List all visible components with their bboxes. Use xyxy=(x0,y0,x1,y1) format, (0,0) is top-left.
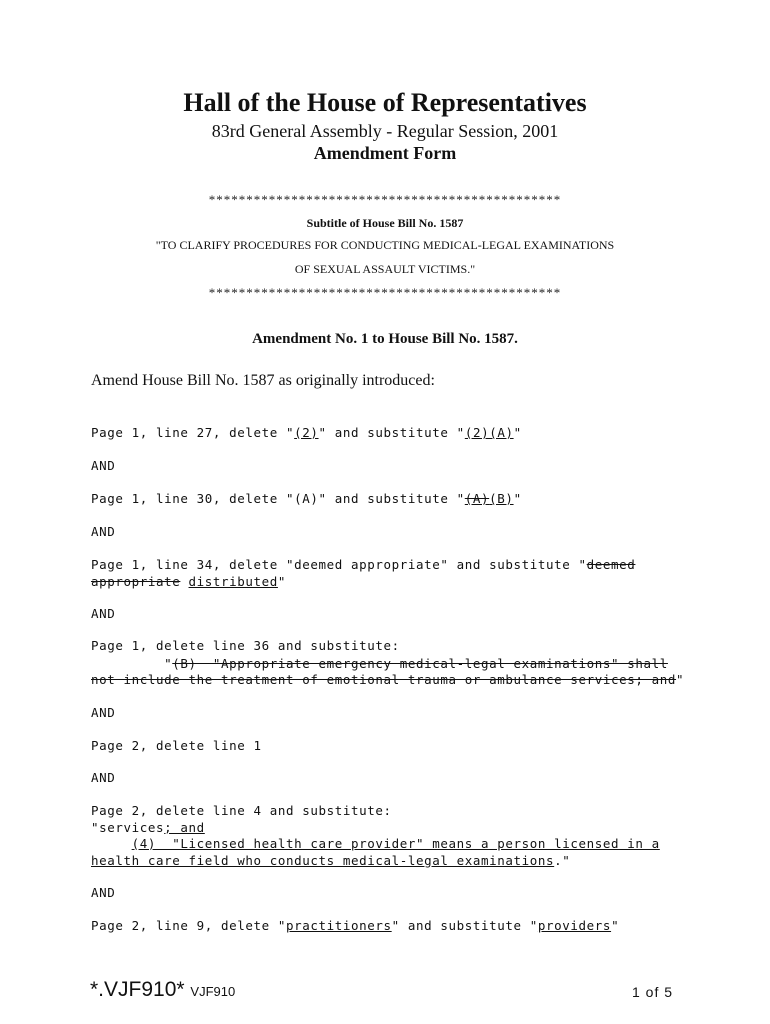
amendment-line xyxy=(91,425,522,440)
text: "services xyxy=(91,820,165,835)
text: " and substitute " xyxy=(318,425,465,440)
inserted-text: health care field who conducts medical-legal examinations xyxy=(91,853,555,868)
amendment-line xyxy=(91,557,635,572)
amendment-line xyxy=(91,672,684,687)
and-separator: AND xyxy=(91,458,116,473)
amendment-heading: Amendment No. 1 to House Bill No. 1587. xyxy=(252,331,518,347)
inserted-text: distributed xyxy=(188,574,278,589)
amendment-line xyxy=(91,820,205,835)
amendment-line xyxy=(91,918,619,933)
and-separator: AND xyxy=(91,524,116,539)
and-separator: AND xyxy=(91,606,116,621)
inserted-text: (B) xyxy=(489,491,514,506)
deleted-text: not include the treatment of emotional trauma or ambulance services; and xyxy=(91,672,677,687)
text: Page 1, line 34, delete "deemed appropriate" and substitute " xyxy=(91,557,587,572)
subtitle-text-line1: "TO CLARIFY PROCEDURES FOR CONDUCTING MEDICAL-LEGAL EXAMINATIONS xyxy=(155,238,615,252)
text: Page 1, line 30, delete "(A)" and substitute " xyxy=(91,491,465,506)
document-code: VJF910 xyxy=(190,984,236,999)
text: " xyxy=(611,918,620,933)
amendment-line: Page 2, delete line 1 xyxy=(91,738,262,753)
deleted-text: deemed xyxy=(586,557,636,572)
barcode-text: *.VJF910* xyxy=(90,978,185,1001)
and-separator: AND xyxy=(91,885,116,900)
inserted-text: (4) "Licensed health care provider" means a person licensed in a xyxy=(131,836,660,851)
amendment-line: Page 1, delete line 36 and substitute: xyxy=(91,638,400,653)
inserted-text: (2) xyxy=(294,425,319,440)
page-title: Hall of the House of Representatives xyxy=(183,88,587,117)
inserted-text: providers xyxy=(537,918,612,933)
amendment-line xyxy=(91,853,570,868)
inserted-text: practitioners xyxy=(286,918,392,933)
form-name: Amendment Form xyxy=(313,143,457,163)
text: " xyxy=(91,656,173,671)
inserted-text: ; and xyxy=(164,820,205,835)
text xyxy=(91,836,132,851)
text: ." xyxy=(554,853,571,868)
subtitle-text-line2: OF SEXUAL ASSAULT VICTIMS." xyxy=(294,262,476,276)
text: " xyxy=(513,425,522,440)
and-separator: AND xyxy=(91,705,116,720)
amendment-line xyxy=(91,836,660,851)
subtitle-label: Subtitle of House Bill No. 1587 xyxy=(306,216,464,230)
amendment-intro: Amend House Bill No. 1587 as originally introduced: xyxy=(91,372,435,389)
and-separator: AND xyxy=(91,770,116,785)
page-number: 1 of 5 xyxy=(632,984,674,1000)
amendment-line xyxy=(91,491,522,506)
text: Page 1, line 27, delete " xyxy=(91,425,295,440)
session-line: 83rd General Assembly - Regular Session, 2001 xyxy=(211,121,559,141)
inserted-text: (2)(A) xyxy=(464,425,514,440)
text: " xyxy=(513,491,522,506)
amendment-line: Page 2, delete line 4 and substitute: xyxy=(91,803,392,818)
separator-top: *********************************************** xyxy=(208,192,562,207)
deleted-text: appropriate xyxy=(91,574,181,589)
footer-barcode-code xyxy=(90,978,235,1002)
amendment-line xyxy=(91,656,668,671)
text: " xyxy=(676,672,685,687)
deleted-text: (A) xyxy=(464,491,490,506)
amendment-line xyxy=(91,574,286,589)
text xyxy=(180,574,188,589)
separator-bottom: *********************************************** xyxy=(208,285,562,300)
deleted-text: (B) "Appropriate emergency medical-legal examinations" shall xyxy=(172,656,668,671)
text: " xyxy=(277,574,287,589)
text: Page 2, line 9, delete " xyxy=(91,918,287,933)
text: " and substitute " xyxy=(391,918,538,933)
